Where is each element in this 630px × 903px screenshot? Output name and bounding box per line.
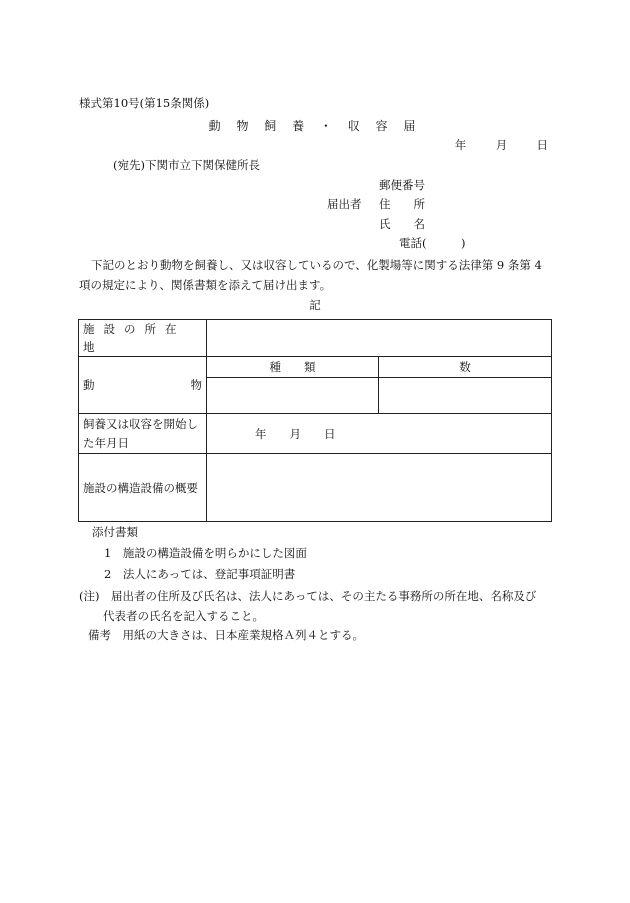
start-date-field[interactable] <box>207 414 552 454</box>
animals-label: 動 物 <box>79 357 207 414</box>
month-label: 月 <box>495 138 508 152</box>
notification-table <box>78 319 552 522</box>
day-label: 日 <box>536 138 548 152</box>
count-field[interactable] <box>379 378 552 414</box>
facility-location-label: 施設の所在地 <box>79 320 207 357</box>
start-date-label: 飼養又は収容を開始した年月日 <box>79 414 207 454</box>
document-title: 動 物 飼 養 ・ 収 容 届 <box>208 119 422 133</box>
attachment-item-2: 2 法人にあっては、登記事項証明書 <box>104 567 296 581</box>
animal-header-row <box>79 357 552 378</box>
facility-location-row <box>79 320 552 357</box>
start-date-row <box>79 414 552 454</box>
ki-marker: 記 <box>309 298 321 312</box>
note-line-2: 代表者の氏名を記入すること。 <box>103 609 264 623</box>
structure-field[interactable] <box>207 454 552 522</box>
kind-header: 種 類 <box>207 357 379 378</box>
facility-location-field[interactable] <box>207 320 552 357</box>
postal-code-label: 郵便番号 <box>379 178 425 192</box>
kind-field[interactable] <box>207 378 379 414</box>
form-number: 様式第10号(第15条関係) <box>79 96 210 110</box>
name-label: 氏 名 <box>379 217 425 231</box>
address-label: 住 所 <box>379 197 425 211</box>
attachment-item-1: 1 施設の構造設備を明らかにした図面 <box>104 546 307 560</box>
remarks: 備考 用紙の大きさは、日本産業規格Ａ列４とする。 <box>88 628 364 642</box>
note <box>79 586 551 626</box>
note-line-1: (注) 届出者の住所及び氏名は、法人にあっては、その主たる事務所の所在地、名称及び <box>79 589 537 603</box>
structure-row <box>79 454 552 522</box>
count-header: 数 <box>379 357 552 378</box>
notifier-address-row <box>327 197 425 211</box>
structure-label: 施設の構造設備の概要 <box>79 454 207 522</box>
year-label: 年 <box>454 138 467 152</box>
attachments-heading: 添付書類 <box>92 525 138 539</box>
start-date-value: 年 月 日 <box>255 426 336 441</box>
notifier-role-label: 届出者 <box>327 197 362 211</box>
date-line <box>455 138 548 152</box>
addressee: (宛先)下関市立下関保健所長 <box>113 158 260 172</box>
telephone-label: 電話( ) <box>399 236 466 250</box>
statement-text: 下記のとおり動物を飼養し、又は収容しているので、化製場等に関する法律第 9 条第 4 項の規定により、関係書類を添えて届け出ます。 <box>79 258 542 292</box>
